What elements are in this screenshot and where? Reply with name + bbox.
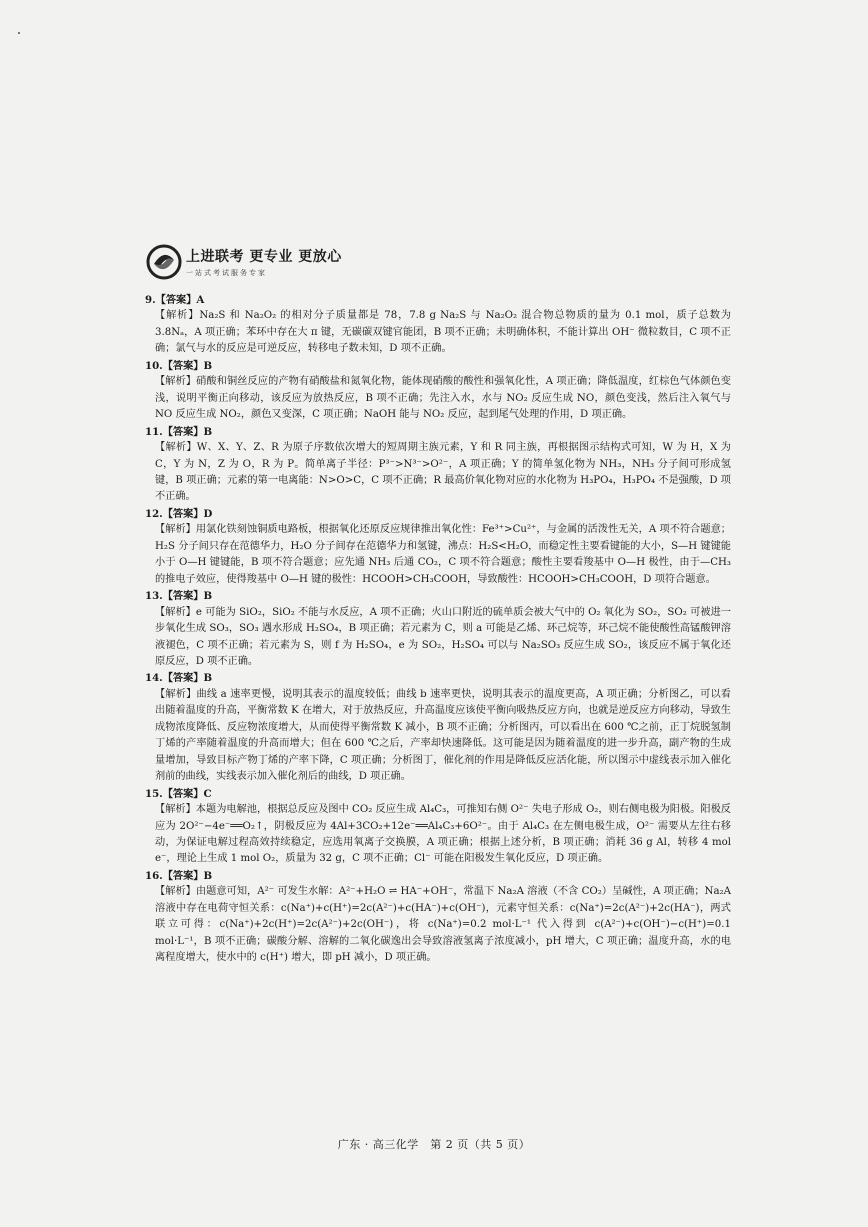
question-10	[145, 358, 731, 424]
answer-line: 14.【答案】B	[145, 672, 213, 685]
page-footer: 广东 · 高三化学 第 2 页（共 5 页）	[337, 1138, 531, 1151]
explanation: 【解析】曲线 a 速率更慢，说明其表示的温度较低；曲线 b 速率更快，说明其表示的温度更高，A 项正确；分析图乙，可以看出随着温度的升高，平衡常数 K 在增大，对于放热反应，升高温度应该使平衡向吸热反应方向，也就是逆反应方向移动，导致生成物浓度降低、反应物浓度增大，从而使得平衡常数 K 减小，B 项不正确；分析图丙，可以看出在 600 ℃之前，正丁烷脱氢制丁烯的产率随着温度的升高而增大；但在 600 ℃之后，产率却快速降低。这可能是因为随着温度的进一步升高，副产物的生成量增加，导致目标产物丁烯的产率下降，C 项正确；分析图丁，催化剂的作用是降低反应活化能，所以图示中虚线表示加入催化剂前的曲线，实线表示加入催化剂后的曲线，D 项正确。	[155, 688, 731, 783]
publisher-logo	[146, 244, 342, 280]
answer-line: 16.【答案】B	[145, 869, 213, 882]
answer-line: 13.【答案】B	[145, 590, 213, 603]
question-12	[145, 506, 731, 588]
question-13	[145, 588, 731, 670]
answer-line: 10.【答案】B	[145, 359, 213, 372]
answer-line: 15.【答案】C	[145, 787, 212, 800]
explanation: 【解析】硝酸和铜丝反应的产物有硝酸盐和氮氧化物，能体现硝酸的酸性和强氧化性，A 项正确；降低温度，红棕色气体颜色变浅，说明平衡正向移动，该反应为放热反应，B 项不正确；先注入水，水与 NO₂ 反应生成 NO，颜色变浅，然后注入氧气与 NO 反应生成 NO₂，颜色又变深，C 项正确；NaOH 能与 NO₂ 反应，起到尾气处理的作用，D 项正确。	[155, 376, 731, 421]
explanation: 【解析】用氯化铁刻蚀铜质电路板，根据氧化还原反应规律推出氧化性：Fe³⁺>Cu²⁺，与金属的活泼性无关，A 项不符合题意；H₂S 分子间只存在范德华力，H₂O 分子间存在范德华力和氢键，沸点：H₂S<H₂O，而稳定性主要看键能的大小，S—H 键键能小于 O—H 键键能，B 项不符合题意；应先通 NH₃ 后通 CO₂，C 项不符合题意；酸性主要看羧基中 O—H 极性，由于—CH₃ 的推电子效应，使得羧基中 O—H 键的极性：HCOOH>CH₃COOH，导致酸性：HCOOH>CH₃COOH，D 项符合题意。	[155, 524, 731, 585]
question-14	[145, 670, 731, 785]
answer-line: 12.【答案】D	[145, 507, 213, 520]
swirl-logo-icon	[146, 244, 182, 280]
logo-subtitle: 一站式考试服务专家	[186, 269, 267, 277]
explanation: 【解析】本题为电解池，根据总反应及图中 CO₂ 反应生成 Al₄C₃，可推知右侧 O²⁻ 失电子形成 O₂，则右侧电极为阳极。阳极反应为 2O²⁻−4e⁻══O₂↑，阴极反应为 4Al+3CO₂+12e⁻══Al₄C₃+6O²⁻。由于 Al₄C₃ 在左侧电极生成，O²⁻ 需要从左往右移动，为保证电解过程高效持续稳定，应选用氧离子交换膜，A 项正确；根据上述分析，B 项正确；消耗 36 g Al，转移 4 mol e⁻，理论上生成 1 mol O₂，质量为 32 g，C 项不正确；Cl⁻ 可能在阳极发生氧化反应，D 项正确。	[155, 804, 731, 865]
answer-line: 9.【答案】A	[145, 294, 205, 306]
answer-explanations	[145, 292, 731, 967]
explanation: 【解析】e 可能为 SiO₂，SiO₂ 不能与水反应，A 项不正确；火山口附近的硫单质会被大气中的 O₂ 氧化为 SO₂，SO₂ 可被进一步氧化生成 SO₃，SO₃ 遇水形成 H₂SO₄，B 项正确；若元素为 C，则 a 可能是乙烯、环己烷等，环己烷不能使酸性高锰酸钾溶液褪色，C 项不正确；若元素为 S，则 f 为 H₂SO₄，e 为 SO₂，H₂SO₄ 可以与 Na₂SO₃ 反应生成 SO₂，该反应不属于氧化还原反应，D 项不正确。	[155, 606, 731, 667]
explanation: 【解析】W、X、Y、Z、R 为原子序数依次增大的短周期主族元素，Y 和 R 同主族，再根据图示结构式可知，W 为 H，X 为 C，Y 为 N，Z 为 O，R 为 P。简单离子半径：P³⁻>N³⁻>O²⁻，A 项正确；Y 的简单氢化物为 NH₃，NH₃ 分子间可形成氢键，B 项正确；元素的第一电离能：N>O>C，C 项不正确；R 最高价氧化物对应的水化物为 H₃PO₄，H₃PO₄ 不是强酸，D 项不正确。	[155, 442, 731, 503]
question-9	[145, 292, 731, 358]
explanation: 【解析】由题意可知，A²⁻ 可发生水解：A²⁻+H₂O ⇌ HA⁻+OH⁻，常温下 Na₂A 溶液（不含 CO₂）呈碱性，A 项正确；Na₂A 溶液中存在电荷守恒关系：c(Na⁺)+c(H⁺)=2c(A²⁻)+c(HA⁻)+c(OH⁻)，元素守恒关系：c(Na⁺)=2c(A²⁻)+2c(HA⁻)，两式联立可得：c(Na⁺)+2c(H⁺)=2c(A²⁻)+2c(OH⁻)，将 c(Na⁺)=0.2 mol·L⁻¹ 代入得到 c(A²⁻)+c(OH⁻)−c(H⁺)=0.1 mol·L⁻¹，B 项不正确；碳酸分解、溶解的二氧化碳逸出会导致溶液氢离子浓度减小，pH 增大，C 项正确；温度升高，水的电离程度增大，使水中的 c(H⁺) 增大，即 pH 减小，D 项正确。	[155, 886, 731, 964]
logo-title: 上进联考 更专业 更放心	[186, 249, 342, 265]
answer-line: 11.【答案】B	[145, 425, 213, 438]
explanation: 【解析】Na₂S 和 Na₂O₂ 的相对分子质量都是 78，7.8 g Na₂S 与 Na₂O₂ 混合物总物质的量为 0.1 mol，质子总数为 3.8Nₐ，A 项正确；苯环中存在大 π 键，无碳碳双键官能团，B 项不正确；未明确体积，不能计算出 OH⁻ 微粒数目，C 项不正确；氯气与水的反应是可逆反应，转移电子数未知，D 项不正确。	[155, 310, 731, 355]
question-16	[145, 868, 731, 967]
question-15	[145, 786, 731, 868]
scan-speck	[18, 32, 20, 34]
question-11	[145, 424, 731, 506]
